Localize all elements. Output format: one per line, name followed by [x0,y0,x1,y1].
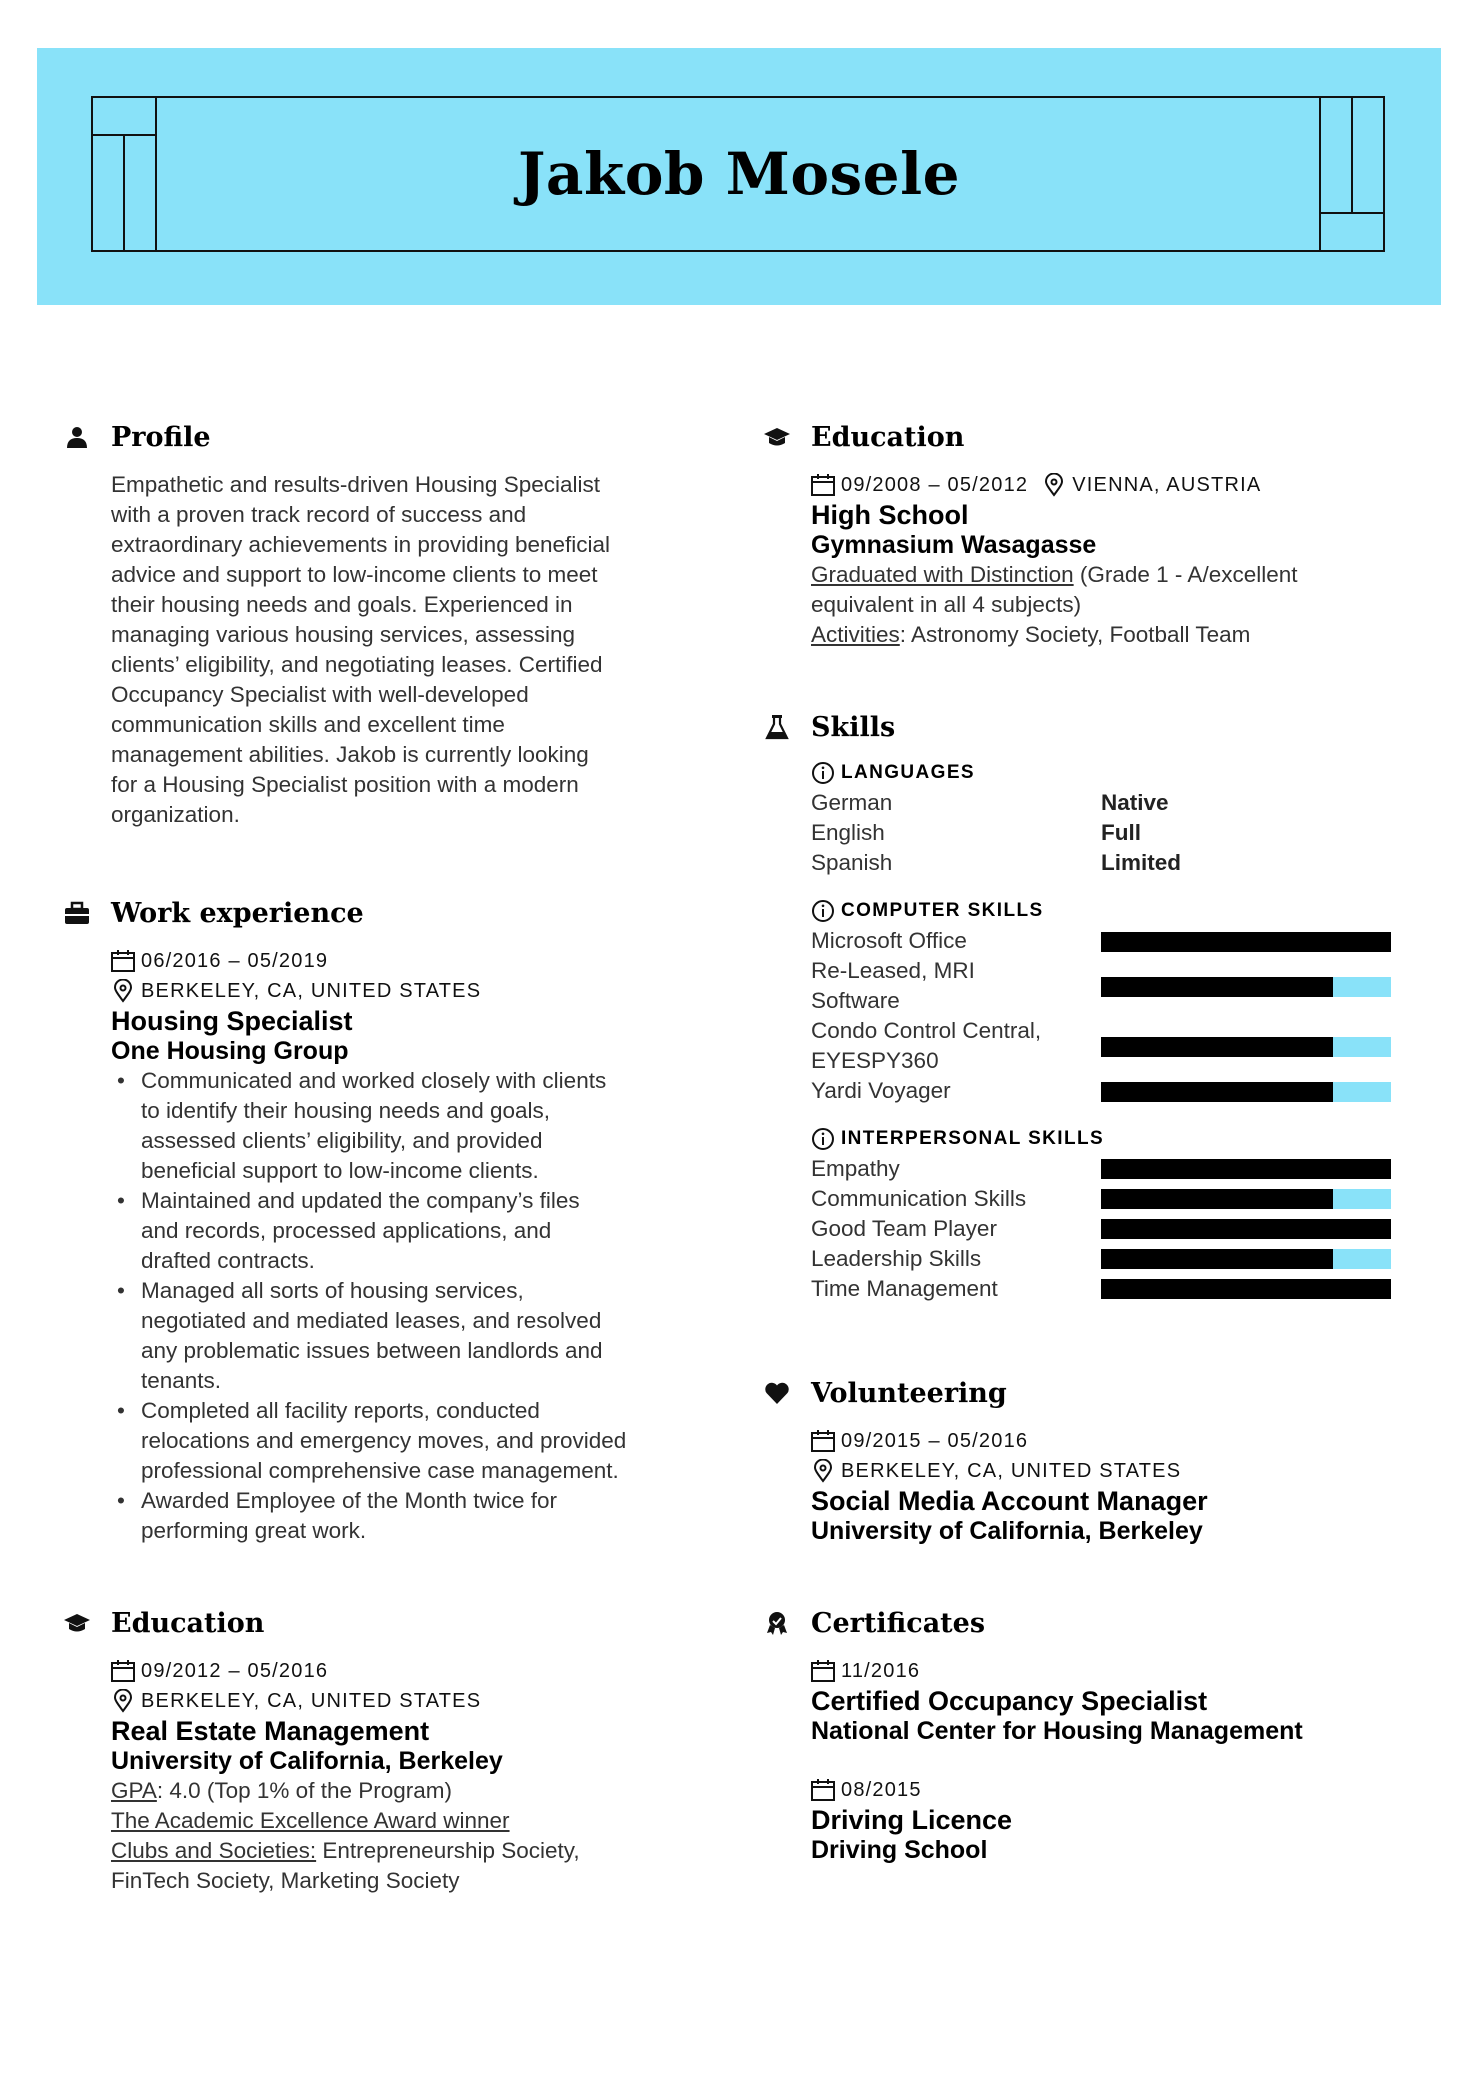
interpersonal-skill-row: Empathy [811,1154,1404,1184]
heart-icon [764,1380,790,1406]
education-degree: Real Estate Management [111,1716,430,1746]
info-icon [811,1127,835,1151]
profile-line: with a proven track record of success and [111,502,527,527]
computer-skill-line: Re-Leased, MRI [811,958,975,983]
location-pin-icon [1042,473,1066,497]
location-pin-icon [111,979,135,1003]
computer-skills-heading: COMPUTER SKILLS [811,896,1404,926]
profile-line: clients’ eligibility, and negotiating leases. Certified [111,652,603,677]
computer-skill-line: Microsoft Office [811,928,967,953]
work-bullets [111,1066,704,1546]
interpersonal-skill-bar [1101,1159,1391,1179]
calendar-icon [811,1660,835,1682]
skills-section [764,708,1404,1304]
education-gpa: GPA: 4.0 (Top 1% of the Program) [111,1778,452,1803]
education-distinction: Graduated with Distinction (Grade 1 - A/excellent [811,562,1298,587]
right-column [764,418,1404,1865]
calendar-icon [811,1430,835,1452]
calendar-icon [811,474,835,496]
candidate-name: Jakob Mosele [517,140,961,208]
education-title: Education [111,1608,265,1639]
computer-skill-line: Yardi Voyager [811,1078,951,1103]
education-section-university [64,1604,704,1896]
certificates-title: Certificates [811,1608,986,1639]
education-distinction-cont: equivalent in all 4 subjects) [811,592,1082,617]
interpersonal-skill-bar [1101,1219,1391,1239]
certificate-org: National Center for Housing Management [811,1717,1303,1745]
volunteering-location: BERKELEY, CA, UNITED STATES [811,1456,1404,1486]
computer-skill-line: EYESPY360 [811,1048,939,1073]
certificate-date: 11/2016 [811,1656,1404,1686]
education-school: University of California, Berkeley [111,1747,503,1775]
volunteering-date: 09/2015 – 05/2016 [811,1426,1404,1456]
header-banner [37,48,1441,305]
interpersonal-skills-heading: INTERPERSONAL SKILLS [811,1124,1404,1154]
interpersonal-skill-row: Communication Skills [811,1184,1404,1214]
list-item: • Awarded Employee of the Month twice for performing great work. [111,1486,704,1546]
interpersonal-skill-bar [1101,1249,1391,1269]
profile-title: Profile [111,422,211,453]
left-column [64,418,704,1896]
profile-line: communication skills and excellent time [111,712,505,737]
flask-icon [764,714,790,740]
education-degree: High School [811,500,969,530]
location-pin-icon [111,1689,135,1713]
language-row: Spanish Limited [811,850,1182,875]
education-clubs: Clubs and Societies: Entrepreneurship Society, [111,1838,580,1863]
briefcase-icon [64,900,90,926]
graduation-cap-icon [764,424,790,450]
work-date: 06/2016 – 05/2019 [111,946,704,976]
info-icon [811,899,835,923]
calendar-icon [811,1779,835,1801]
education-date-location: 09/2008 – 05/2012 VIENNA, AUSTRIA [811,470,1404,500]
work-org: One Housing Group [111,1037,349,1065]
education-award: The Academic Excellence Award winner [111,1808,510,1833]
profile-section [64,418,704,830]
certificate-date: 08/2015 [811,1775,1404,1805]
award-icon [764,1610,790,1636]
work-title: Work experience [111,898,364,929]
volunteering-title: Volunteering [811,1378,1007,1409]
profile-line: Occupancy Specialist with well-developed [111,682,529,707]
list-item: • Maintained and updated the company’s files and records, processed applications, and drafted contracts. [111,1186,704,1276]
education-section-highschool [764,418,1404,650]
location-pin-icon [811,1459,835,1483]
computer-skill-bar [1101,977,1391,997]
education-location: BERKELEY, CA, UNITED STATES [111,1686,704,1716]
list-item: • Completed all facility reports, conducted relocations and emergency moves, and provided professional comprehensive case management. [111,1396,704,1486]
education-date: 09/2012 – 05/2016 [111,1656,704,1686]
computer-skill-bar [1101,1037,1391,1057]
education-activities: Activities: Astronomy Society, Football Team [811,622,1251,647]
profile-line: their housing needs and goals. Experienced in [111,592,573,617]
languages-heading: LANGUAGES [811,758,1404,788]
interpersonal-skill-row: Time Management [811,1274,1404,1304]
volunteering-section [764,1374,1404,1546]
language-row: English Full [811,820,1141,845]
list-item: • Managed all sorts of housing services, negotiated and mediated leases, and resolved any problematic issues between landlords and tenants. [111,1276,704,1396]
certificate-name: Driving Licence [811,1805,1013,1835]
work-role: Housing Specialist [111,1006,353,1036]
computer-skill-line: Software [811,988,900,1013]
profile-line: advice and support to low-income clients to meet [111,562,598,587]
work-location: BERKELEY, CA, UNITED STATES [111,976,704,1006]
user-icon [64,424,90,450]
certificate-org: Driving School [811,1836,988,1864]
profile-line: management abilities. Jakob is currently looking [111,742,589,767]
skills-title: Skills [811,712,896,743]
language-row: German Native [811,790,1169,815]
profile-line: Empathetic and results-driven Housing Specialist [111,472,600,497]
list-item: • Communicated and worked closely with clients to identify their housing needs and goals, assessed clients’ eligibility, and provided beneficial support to low-income clients. [111,1066,704,1186]
profile-line: managing various housing services, assessing [111,622,575,647]
interpersonal-skill-row: Good Team Player [811,1214,1404,1244]
interpersonal-skill-row: Leadership Skills [811,1244,1404,1274]
profile-line: extraordinary achievements in providing beneficial [111,532,611,557]
interpersonal-skill-bar [1101,1189,1391,1209]
computer-skill-bar [1101,932,1391,952]
info-icon [811,761,835,785]
education-school: Gymnasium Wasagasse [811,531,1097,559]
volunteering-role: Social Media Account Manager [811,1486,1208,1516]
work-section [64,894,704,1546]
computer-skill-bar [1101,1082,1391,1102]
profile-line: for a Housing Specialist position with a modern [111,772,579,797]
certificates-section [764,1604,1404,1865]
profile-line: organization. [111,802,240,827]
graduation-cap-icon [64,1610,90,1636]
computer-skill-line: Condo Control Central, [811,1018,1042,1043]
certificate-name: Certified Occupancy Specialist [811,1686,1208,1716]
education-title: Education [811,422,965,453]
calendar-icon [111,950,135,972]
calendar-icon [111,1660,135,1682]
interpersonal-skill-bar [1101,1279,1391,1299]
volunteering-org: University of California, Berkeley [811,1517,1203,1545]
education-clubs-cont: FinTech Society, Marketing Society [111,1868,460,1893]
